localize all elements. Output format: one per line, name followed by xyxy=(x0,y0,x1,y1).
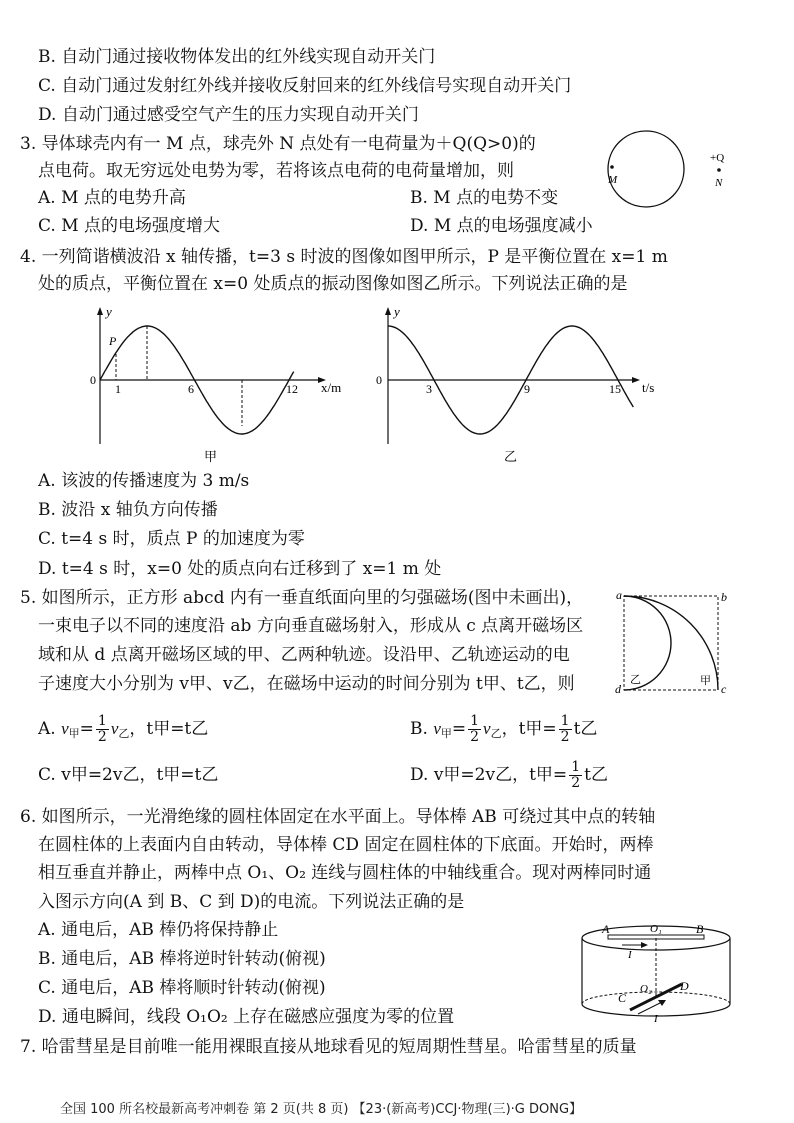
q2-option-c: C. 自动门通过发射红外线并接收反射回来的红外线信号实现自动开关门 xyxy=(38,76,572,96)
q5-stem-line1: 5. 如图所示，正方形 abcd 内有一垂直纸面向里的匀强磁场(图中未画出)， xyxy=(20,588,584,608)
q3-option-c: C. M 点的电场强度增大 xyxy=(38,216,221,236)
q5-option-b: B. $v_甲=$ $\frac{1}{2}$ $v_乙$，t甲= $\frac{1}{2}$ t乙 xyxy=(410,713,598,745)
label-o2: O₂ xyxy=(640,983,652,995)
point-p-label: P xyxy=(109,334,117,348)
label-current-2: I xyxy=(654,1013,658,1025)
y-label: y xyxy=(394,304,400,319)
label-n: N xyxy=(715,177,723,189)
label-b: B xyxy=(696,922,704,936)
label-b: b xyxy=(721,590,727,604)
label-d: D xyxy=(680,979,689,993)
q5-option-a: A. $v_甲=$ $\frac{1}{2}$ $v_乙$，t甲=t乙 xyxy=(38,713,209,745)
conductor-shell xyxy=(608,131,684,207)
caption-jia: 甲 xyxy=(204,449,218,464)
tick-6: 6 xyxy=(188,382,194,396)
q5-square-field-figure xyxy=(614,590,734,702)
origin-label: 0 xyxy=(376,373,382,387)
label-c: C xyxy=(618,991,627,1005)
q7-stem-line1: 7. 哈雷彗星是目前唯一能用裸眼直接从地球看见的短周期性彗星。哈雷彗星的质量 xyxy=(20,1037,637,1057)
y-arrow xyxy=(385,307,391,315)
q3-option-d: D. M 点的电场强度减小 xyxy=(410,216,593,236)
q6-option-a: A. 通电后，AB 棒仍将保持静止 xyxy=(38,920,279,940)
q3-sphere-figure xyxy=(596,130,746,210)
q6-option-b: B. 通电后，AB 棒将逆时针转动(俯视) xyxy=(38,949,326,969)
label-current-1: I xyxy=(628,949,632,961)
label-a: a xyxy=(616,588,622,602)
q6-cylinder-figure xyxy=(578,918,738,1030)
rod-cd xyxy=(630,984,682,1010)
label-c: c xyxy=(721,682,727,696)
q4-option-b: B. 波沿 x 轴负方向传播 xyxy=(38,500,218,520)
q3-option-a: A. M 点的电势升高 xyxy=(38,188,186,208)
q2-option-b: B. 自动门通过接收物体发出的红外线实现自动开关门 xyxy=(38,47,436,67)
q4-stem-line1: 4. 一列简谐横波沿 x 轴传播，t=3 s 时波的图像如图甲所示，P 是平衡位置在 x=1 m xyxy=(20,247,668,267)
tick-1: 1 xyxy=(115,382,121,396)
label-jia: 甲 xyxy=(700,675,711,687)
x-label: x/m xyxy=(321,380,342,395)
y-label: y xyxy=(106,304,112,319)
q5-stem-line2: 一束电子以不同的速度沿 ab 方向垂直磁场射入，形成从 c 点离开磁场区 xyxy=(38,616,584,636)
page-footer: 全国 100 所名校最新高考冲刺卷 第 2 页(共 8 页) 【23·(新高考)CCJ·物理(三)·G DONG】 xyxy=(60,1102,583,1117)
q4-stem-line2: 处的质点，平衡位置在 x=0 处质点的振动图像如图乙所示。下列说法正确的是 xyxy=(38,274,628,294)
y-arrow xyxy=(97,307,103,315)
tick-9: 9 xyxy=(524,382,530,396)
q6-stem-line1: 6. 如图所示，一光滑绝缘的圆柱体固定在水平面上。导体棒 AB 可绕过其中点的转轴 xyxy=(20,807,656,827)
tick-15: 15 xyxy=(609,382,621,396)
label-m: M xyxy=(608,174,618,186)
q4-option-c: C. t=4 s 时，质点 P 的加速度为零 xyxy=(38,529,305,549)
origin-label: 0 xyxy=(90,373,96,387)
tick-3: 3 xyxy=(426,382,432,396)
q2-option-d: D. 自动门通过感受空气产生的压力实现自动开关门 xyxy=(38,105,419,125)
q4-option-a: A. 该波的传播速度为 3 m/s xyxy=(38,471,250,491)
q3-option-b: B. M 点的电势不变 xyxy=(410,188,559,208)
vibration-graph-yi xyxy=(372,304,672,474)
q6-stem-line2: 在圆柱体的上表面内自由转动，导体棒 CD 固定在圆柱体的下底面。开始时，两棒 xyxy=(38,835,654,855)
wave-graph-jia xyxy=(88,304,358,474)
caption-yi: 乙 xyxy=(504,449,518,464)
t-label: t/s xyxy=(642,380,655,395)
t-arrow xyxy=(632,377,640,383)
label-a: A xyxy=(602,922,610,936)
current-ab-head xyxy=(641,942,648,948)
q6-option-d: D. 通电瞬间，线段 O₁O₂ 上存在磁感应强度为零的位置 xyxy=(38,1007,455,1027)
q3-stem-line1: 3. 导体球壳内有一 M 点，球壳外 N 点处有一电荷量为＋Q(Q>0)的 xyxy=(20,134,536,154)
q4-option-d: D. t=4 s 时，x=0 处的质点向右迁移到了 x=1 m 处 xyxy=(38,559,442,579)
q6-option-c: C. 通电后，AB 棒将顺时针转动(俯视) xyxy=(38,978,326,998)
q5-option-d: D. v甲=2v乙，t甲= $\frac{1}{2}$ t乙 xyxy=(410,759,608,791)
label-yi: 乙 xyxy=(630,674,641,686)
q5-option-c: C. v甲=2v乙，t甲=t乙 xyxy=(38,765,219,785)
label-d: d xyxy=(615,682,621,696)
label-o1: O₁ xyxy=(650,923,662,935)
label-charge: +Q xyxy=(710,152,725,164)
point-n xyxy=(717,168,721,172)
tick-12: 12 xyxy=(286,382,298,396)
q6-stem-line4: 入图示方向(A 到 B、C 到 D)的电流。下列说法正确的是 xyxy=(38,892,465,912)
q3-stem-line2: 点电荷。取无穷远处电势为零，若将该点电荷的电荷量增加，则 xyxy=(38,161,514,181)
q5-stem-line4: 子速度大小分别为 v甲、v乙，在磁场中运动的时间分别为 t甲、t乙，则 xyxy=(38,674,575,694)
q5-stem-line3: 域和从 d 点离开磁场区域的甲、乙两种轨迹。设沿甲、乙轨迹运动的电 xyxy=(38,645,570,665)
q6-stem-line3: 相互垂直并静止，两棒中点 O₁、O₂ 连线与圆柱体的中轴线重合。现对两棒同时通 xyxy=(38,863,652,883)
point-m xyxy=(610,165,614,169)
